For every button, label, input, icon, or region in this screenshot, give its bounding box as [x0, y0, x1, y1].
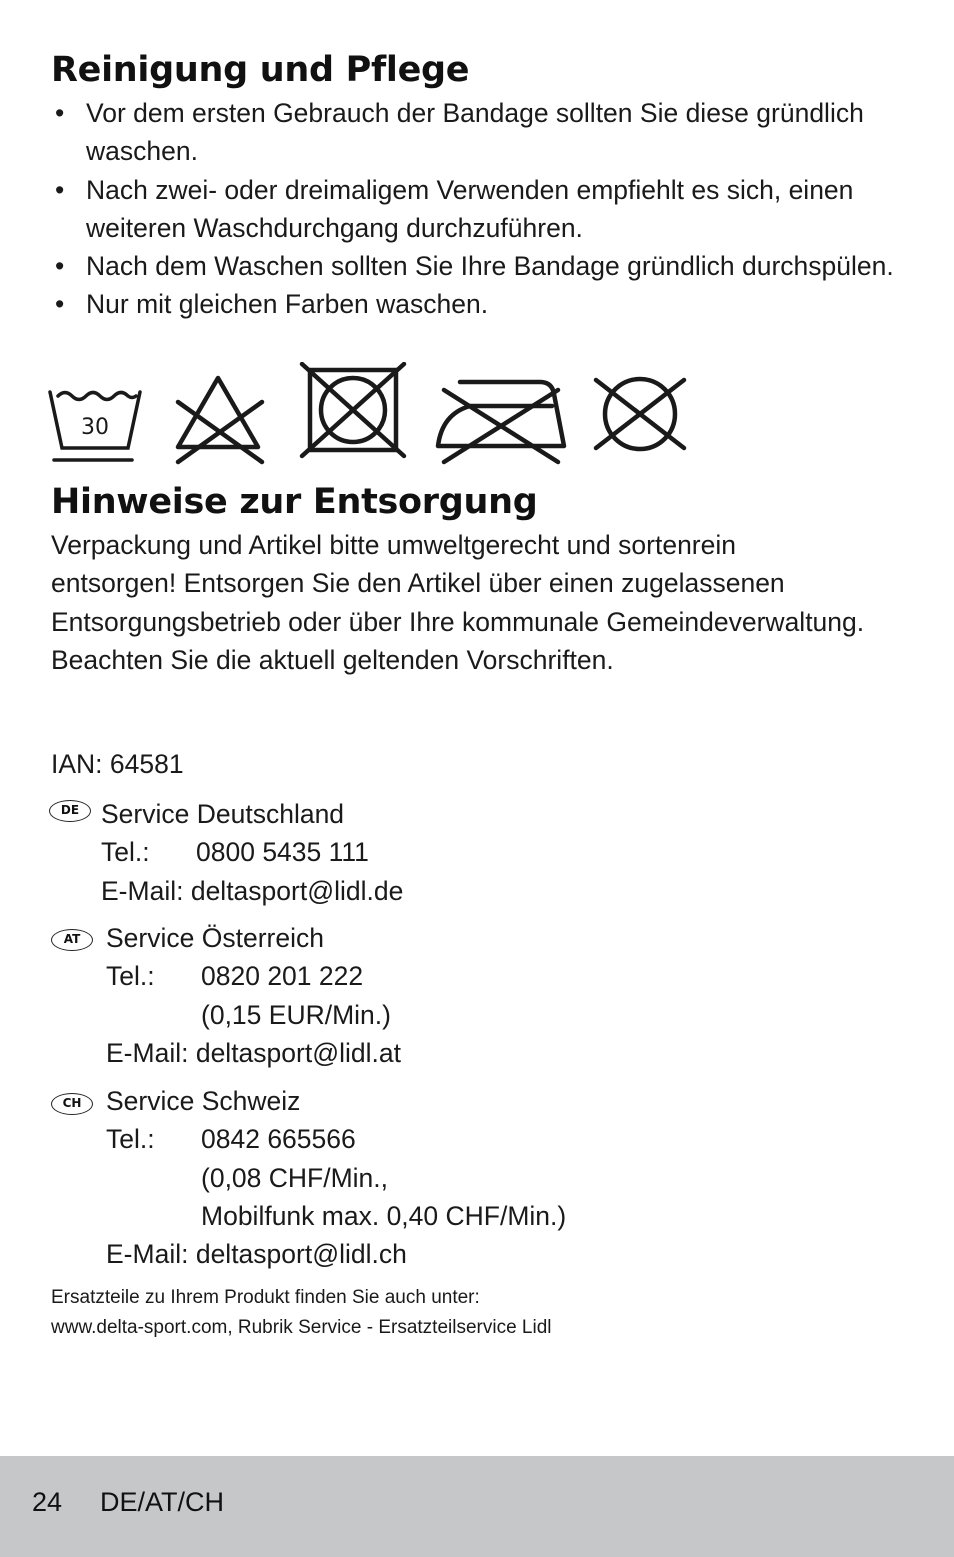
service-at-tel-row [106, 957, 401, 995]
bullet-icon: • [55, 289, 65, 320]
page-footer [0, 1456, 954, 1557]
service-de-email-row [101, 872, 403, 910]
spare-parts-note [51, 1283, 552, 1343]
do-not-iron-icon [438, 382, 564, 462]
service-at-tel: 0820 201 222 [201, 961, 364, 992]
service-ch-tel-note-row [106, 1197, 566, 1235]
service-ch-tel: 0842 665566 [201, 1124, 356, 1155]
service-de-tel-row [101, 833, 403, 871]
tel-label: Tel.: [101, 837, 150, 868]
disposal-line: entsorgen! Entsorgen Sie den Artikel über einen zugelassenen [51, 568, 785, 599]
de-country-badge-icon: DE [49, 800, 91, 822]
list-item [51, 94, 921, 171]
service-ch-tel-note-1: (0,08 CHF/Min., [201, 1162, 389, 1193]
care-bullet-list [51, 94, 921, 324]
care-heading: Reinigung und Pflege [51, 50, 470, 90]
disposal-heading: Hinweise zur Entsorgung [51, 482, 538, 522]
at-country-badge-icon: AT [51, 929, 93, 951]
disposal-line: Entsorgungsbetrieb oder über Ihre kommunale Gemeindeverwaltung. [51, 606, 865, 637]
email-label: E-Mail: [106, 1239, 189, 1270]
service-at-block [106, 919, 401, 1072]
service-ch-tel-row [106, 1120, 566, 1158]
spare-parts-url-line: www.delta-sport.com, Rubrik Service - Ersatzteilservice Lidl [51, 1317, 552, 1338]
service-ch-title: Service Schweiz [106, 1086, 301, 1116]
wash-temperature-label: 30 [81, 415, 109, 440]
disposal-line: Beachten Sie die aktuell geltenden Vorschriften. [51, 644, 614, 675]
ian-number: IAN: 64581 [51, 749, 184, 779]
email-label: E-Mail: [106, 1037, 189, 1068]
service-at-title: Service Österreich [106, 923, 324, 953]
list-item [51, 171, 921, 248]
ch-country-badge-icon: CH [51, 1093, 93, 1115]
spare-parts-line: Ersatzteile zu Ihrem Produkt finden Sie auch unter: [51, 1287, 480, 1308]
list-item [51, 247, 921, 285]
do-not-tumble-dry-icon [302, 364, 404, 456]
wash-30-icon [50, 392, 140, 460]
do-not-bleach-icon [178, 378, 262, 462]
service-at-tel-note-row [106, 996, 401, 1034]
service-at-tel-note: (0,15 EUR/Min.) [201, 999, 391, 1030]
care-bullet-text: Nach zwei- oder dreimaligem Verwenden empfiehlt es sich, einen weiteren Waschdurchgang durchzuführen. [86, 174, 854, 243]
service-de-email: deltasport@lidl.de [190, 875, 404, 906]
service-ch-email: deltasport@lidl.ch [195, 1239, 407, 1270]
do-not-dry-clean-icon [596, 379, 684, 449]
email-label: E-Mail: [101, 875, 184, 906]
care-symbols [40, 362, 720, 472]
care-bullet-text: Vor dem ersten Gebrauch der Bandage sollten Sie diese gründlich waschen. [86, 98, 864, 167]
service-de-block [101, 795, 403, 910]
bullet-icon: • [55, 174, 65, 205]
service-ch-email-row [106, 1235, 566, 1273]
care-bullet-text: Nur mit gleichen Farben waschen. [86, 289, 489, 320]
service-ch-block [106, 1082, 566, 1273]
service-de-tel: 0800 5435 111 [196, 837, 369, 868]
disposal-paragraph [51, 526, 931, 679]
list-item [51, 285, 921, 323]
service-ch-tel-note-2: Mobilfunk max. 0,40 CHF/Min.) [201, 1200, 567, 1231]
tel-label: Tel.: [106, 961, 155, 992]
country-codes: DE/AT/CH [100, 1487, 225, 1517]
bullet-icon: • [55, 251, 65, 282]
service-at-email-row [106, 1034, 401, 1072]
bullet-icon: • [55, 98, 65, 128]
service-at-email: deltasport@lidl.at [195, 1037, 401, 1068]
service-ch-tel-note-row [106, 1159, 566, 1197]
service-de-title: Service Deutschland [101, 799, 345, 829]
disposal-line: Verpackung und Artikel bitte umweltgerecht und sortenrein [51, 530, 736, 560]
care-bullet-text: Nach dem Waschen sollten Sie Ihre Bandage gründlich durchspülen. [86, 251, 894, 282]
tel-label: Tel.: [106, 1124, 155, 1155]
page-number: 24 [32, 1487, 63, 1517]
